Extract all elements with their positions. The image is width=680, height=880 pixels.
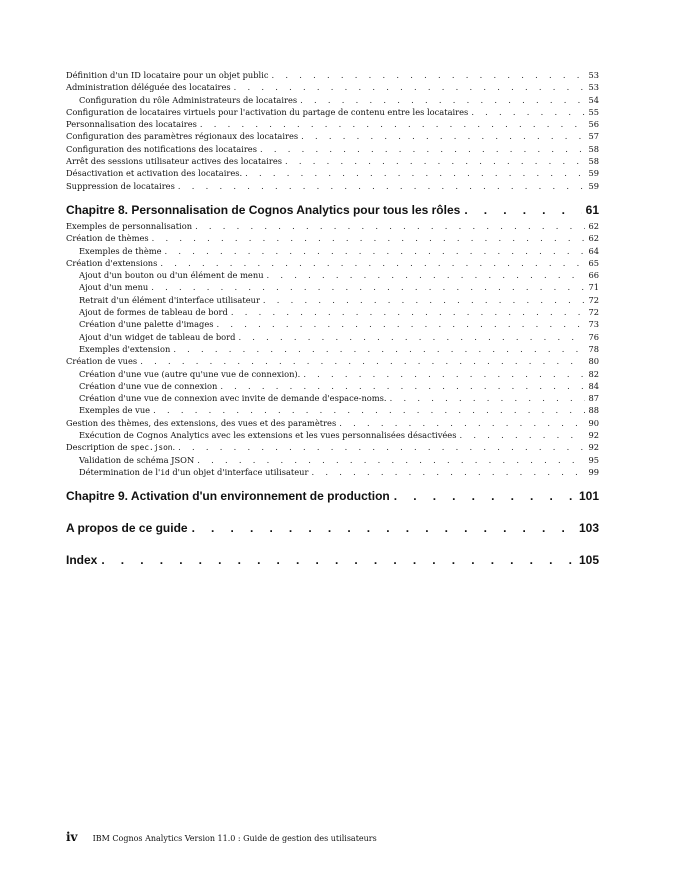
- toc-entry-title: Définition d'un ID locataire pour un objet public: [66, 70, 269, 80]
- toc-leader-dots: [301, 130, 585, 142]
- toc-entry-page: 72: [588, 307, 599, 318]
- toc-entry-page: 78: [588, 343, 599, 354]
- toc-entry-page: 99: [588, 466, 599, 477]
- toc-entry[interactable]: [66, 81, 599, 93]
- toc-leader-dots: [173, 343, 585, 355]
- toc-leader-dots: [153, 404, 585, 416]
- toc-leader-dots: [471, 106, 585, 118]
- toc-leader-dots: [459, 429, 585, 441]
- toc-entry[interactable]: [66, 294, 599, 306]
- toc-entry-title: Configuration des paramètres régionaux des locataires: [66, 131, 299, 142]
- toc-entry[interactable]: [66, 355, 599, 367]
- toc-leader-dots: [195, 220, 585, 232]
- toc-entry-page: 66: [588, 270, 599, 281]
- toc-entry-title: Configuration du rôle Administrateurs de locataires: [79, 94, 298, 105]
- toc-entry[interactable]: [66, 269, 599, 281]
- toc-leader-dots: [260, 143, 585, 155]
- toc-chapter-page: 105: [578, 553, 599, 568]
- toc-leader-dots: [394, 488, 575, 504]
- toc-leader-dots: [197, 454, 585, 466]
- toc-entry-title: Ajout de formes de tableau de bord: [79, 307, 228, 318]
- toc-entry-page: 56: [588, 119, 599, 130]
- toc-entry-page: 84: [588, 380, 599, 391]
- toc-entry[interactable]: [66, 368, 599, 380]
- toc-leader-dots: [165, 245, 586, 257]
- toc-leader-dots: [231, 306, 586, 318]
- toc-entry-title: Désactivation et activation des locataires.: [66, 168, 243, 179]
- toc-section-tenants: [66, 69, 599, 192]
- toc-entry-title: Validation de schéma JSON: [79, 454, 195, 465]
- toc-leader-dots: [160, 257, 585, 269]
- toc-entry-title: Création d'extensions: [66, 257, 158, 268]
- toc-entry[interactable]: [66, 94, 599, 106]
- toc-entry-title: Exemples de personnalisation: [66, 220, 193, 231]
- toc-entry-title: Création de thèmes: [66, 233, 149, 244]
- toc-chapter-page: 101: [578, 489, 599, 504]
- toc-leader-dots: [151, 281, 585, 293]
- toc-chapter-page: 61: [585, 202, 599, 217]
- toc-entry[interactable]: [66, 318, 599, 330]
- toc-entry-title: Exemples d'extension: [79, 343, 171, 354]
- toc-chapter-title: Chapitre 8. Personnalisation de Cognos Analytics pour tous les rôles: [66, 202, 461, 217]
- toc-leader-dots: [192, 520, 575, 536]
- toc-leader-dots: [140, 355, 585, 367]
- toc-entry-page: 73: [588, 319, 599, 330]
- toc-entry-page: 58: [588, 143, 599, 154]
- toc-entry-title: Création d'une vue (autre qu'une vue de connexion).: [79, 368, 301, 379]
- toc-entry[interactable]: [66, 106, 599, 118]
- toc-entry-title: Création d'une vue de connexion: [79, 380, 218, 391]
- toc-entry[interactable]: [66, 69, 599, 81]
- toc-chapter-title: Index: [66, 553, 98, 568]
- toc-leader-dots: [245, 167, 585, 179]
- toc-entry[interactable]: [66, 306, 599, 318]
- toc-entry[interactable]: [66, 155, 599, 167]
- toc-entry[interactable]: [66, 245, 599, 257]
- toc-entry-title: Ajout d'un widget de tableau de bord: [79, 331, 236, 342]
- toc-entry[interactable]: [66, 454, 599, 466]
- toc-entry[interactable]: [66, 180, 599, 192]
- toc-entry-page: 95: [588, 454, 599, 465]
- toc-entry[interactable]: [66, 232, 599, 244]
- toc-entry[interactable]: [66, 404, 599, 416]
- toc-entry-title: Description de spec.json.: [66, 442, 176, 453]
- toc-entry-page: 87: [588, 393, 599, 404]
- toc-entry-title: Arrêt des sessions utilisateur actives des locataires: [66, 156, 283, 167]
- toc-leader-dots: [101, 552, 575, 568]
- toc-leader-dots: [217, 318, 586, 330]
- toc-leader-dots: [303, 368, 585, 380]
- toc-entry-title: Suppression de locataires: [66, 180, 175, 191]
- footer-title: IBM Cognos Analytics Version 11.0 : Guide de gestion des utilisateurs: [92, 834, 377, 843]
- toc-entry-page: 88: [588, 405, 599, 416]
- toc-entry-title: Gestion des thèmes, des extensions, des vues et des paramètres: [66, 417, 337, 428]
- toc-entry-page: 71: [588, 282, 599, 293]
- toc-leader-dots: [300, 94, 585, 106]
- toc-leader-dots: [263, 294, 586, 306]
- toc-entry[interactable]: [66, 331, 599, 343]
- toc-entry-title: Personnalisation des locataires: [66, 119, 197, 130]
- toc-entry-page: 80: [588, 356, 599, 367]
- toc-leader-dots: [311, 466, 585, 478]
- toc-entry[interactable]: [66, 417, 599, 429]
- toc-entry-title: Création d'une palette d'images: [79, 319, 214, 330]
- toc-entry-page: 72: [588, 294, 599, 305]
- toc-entry[interactable]: [66, 466, 599, 478]
- toc-entry-title: Configuration de locataires virtuels pour l'activation du partage de contenu entre les locataires: [66, 106, 469, 117]
- toc-entry[interactable]: [66, 118, 599, 130]
- toc-entry-page: 53: [588, 82, 599, 93]
- toc-entry[interactable]: [66, 143, 599, 155]
- toc-leader-dots: [285, 155, 585, 167]
- toc-entry[interactable]: [66, 380, 599, 392]
- toc-entry-page: 82: [588, 368, 599, 379]
- toc-entry[interactable]: [66, 167, 599, 179]
- toc-leader-dots: [234, 81, 586, 93]
- toc-entry-page: 76: [588, 331, 599, 342]
- page-footer: [66, 826, 377, 845]
- toc-entry-title: Ajout d'un bouton ou d'un élément de menu: [79, 270, 264, 281]
- toc-leader-dots: [152, 232, 586, 244]
- toc-leader-dots: [238, 331, 585, 343]
- toc-entry-title: Exécution de Cognos Analytics avec les extensions et les vues personnalisées désactivées: [79, 430, 457, 441]
- toc-about-guide[interactable]: [66, 520, 599, 536]
- toc-entry[interactable]: [66, 343, 599, 355]
- toc-entry-page: 59: [588, 168, 599, 179]
- toc-leader-dots: [339, 417, 585, 429]
- toc-chapter-title: A propos de ce guide: [66, 521, 188, 536]
- toc-entry-title: Configuration des notifications des locataires: [66, 143, 257, 154]
- toc-entry-page: 62: [588, 220, 599, 231]
- toc-entry-page: 65: [588, 257, 599, 268]
- toc-entry-page: 59: [588, 180, 599, 191]
- toc-entry-title: Administration déléguée des locataires: [66, 82, 231, 93]
- table-of-contents: [66, 69, 599, 568]
- toc-entry-page: 57: [588, 131, 599, 142]
- toc-chapter-8[interactable]: [66, 202, 599, 218]
- toc-entry[interactable]: [66, 257, 599, 269]
- toc-entry-title: Exemples de vue: [79, 405, 151, 416]
- toc-entry-page: 58: [588, 156, 599, 167]
- toc-entry-title: Exemples de thème: [79, 245, 162, 256]
- toc-chapter-9[interactable]: [66, 488, 599, 504]
- toc-leader-dots: [200, 118, 586, 130]
- toc-leader-dots: [178, 441, 585, 453]
- toc-entry-page: 54: [588, 94, 599, 105]
- toc-entry-page: 92: [588, 442, 599, 453]
- toc-leader-dots: [267, 269, 586, 281]
- toc-entry[interactable]: [66, 392, 599, 404]
- toc-chapter-page: 103: [578, 521, 599, 536]
- toc-entry[interactable]: [66, 130, 599, 142]
- toc-entry-page: 90: [588, 417, 599, 428]
- footer-page-number: iv: [66, 830, 78, 844]
- toc-entry-page: 55: [588, 106, 599, 117]
- toc-leader-dots: [464, 202, 581, 218]
- toc-entry-page: 53: [588, 70, 599, 80]
- toc-leader-dots: [178, 180, 586, 192]
- toc-chapter-title: Chapitre 9. Activation d'un environnement de production: [66, 489, 390, 504]
- toc-entry-page: 92: [588, 430, 599, 441]
- toc-index[interactable]: [66, 552, 599, 568]
- toc-entry-title: Création de vues: [66, 356, 138, 367]
- toc-entry-page: 62: [588, 233, 599, 244]
- toc-leader-dots: [390, 392, 586, 404]
- toc-entry[interactable]: [66, 220, 599, 232]
- toc-entry-title: Retrait d'un élément d'interface utilisateur: [79, 294, 260, 305]
- toc-entry-page: 64: [588, 245, 599, 256]
- toc-entry-title: Ajout d'un menu: [79, 282, 149, 293]
- toc-entry-title: Détermination de l'id d'un objet d'interface utilisateur: [79, 466, 309, 477]
- toc-leader-dots: [220, 380, 585, 392]
- toc-leader-dots: [272, 69, 586, 81]
- toc-entry[interactable]: [66, 429, 599, 441]
- toc-entry[interactable]: [66, 441, 599, 453]
- toc-section-chapter-8: [66, 220, 599, 441]
- toc-entry-title: Création d'une vue de connexion avec invite de demande d'espace-noms.: [79, 393, 387, 404]
- toc-entry[interactable]: [66, 281, 599, 293]
